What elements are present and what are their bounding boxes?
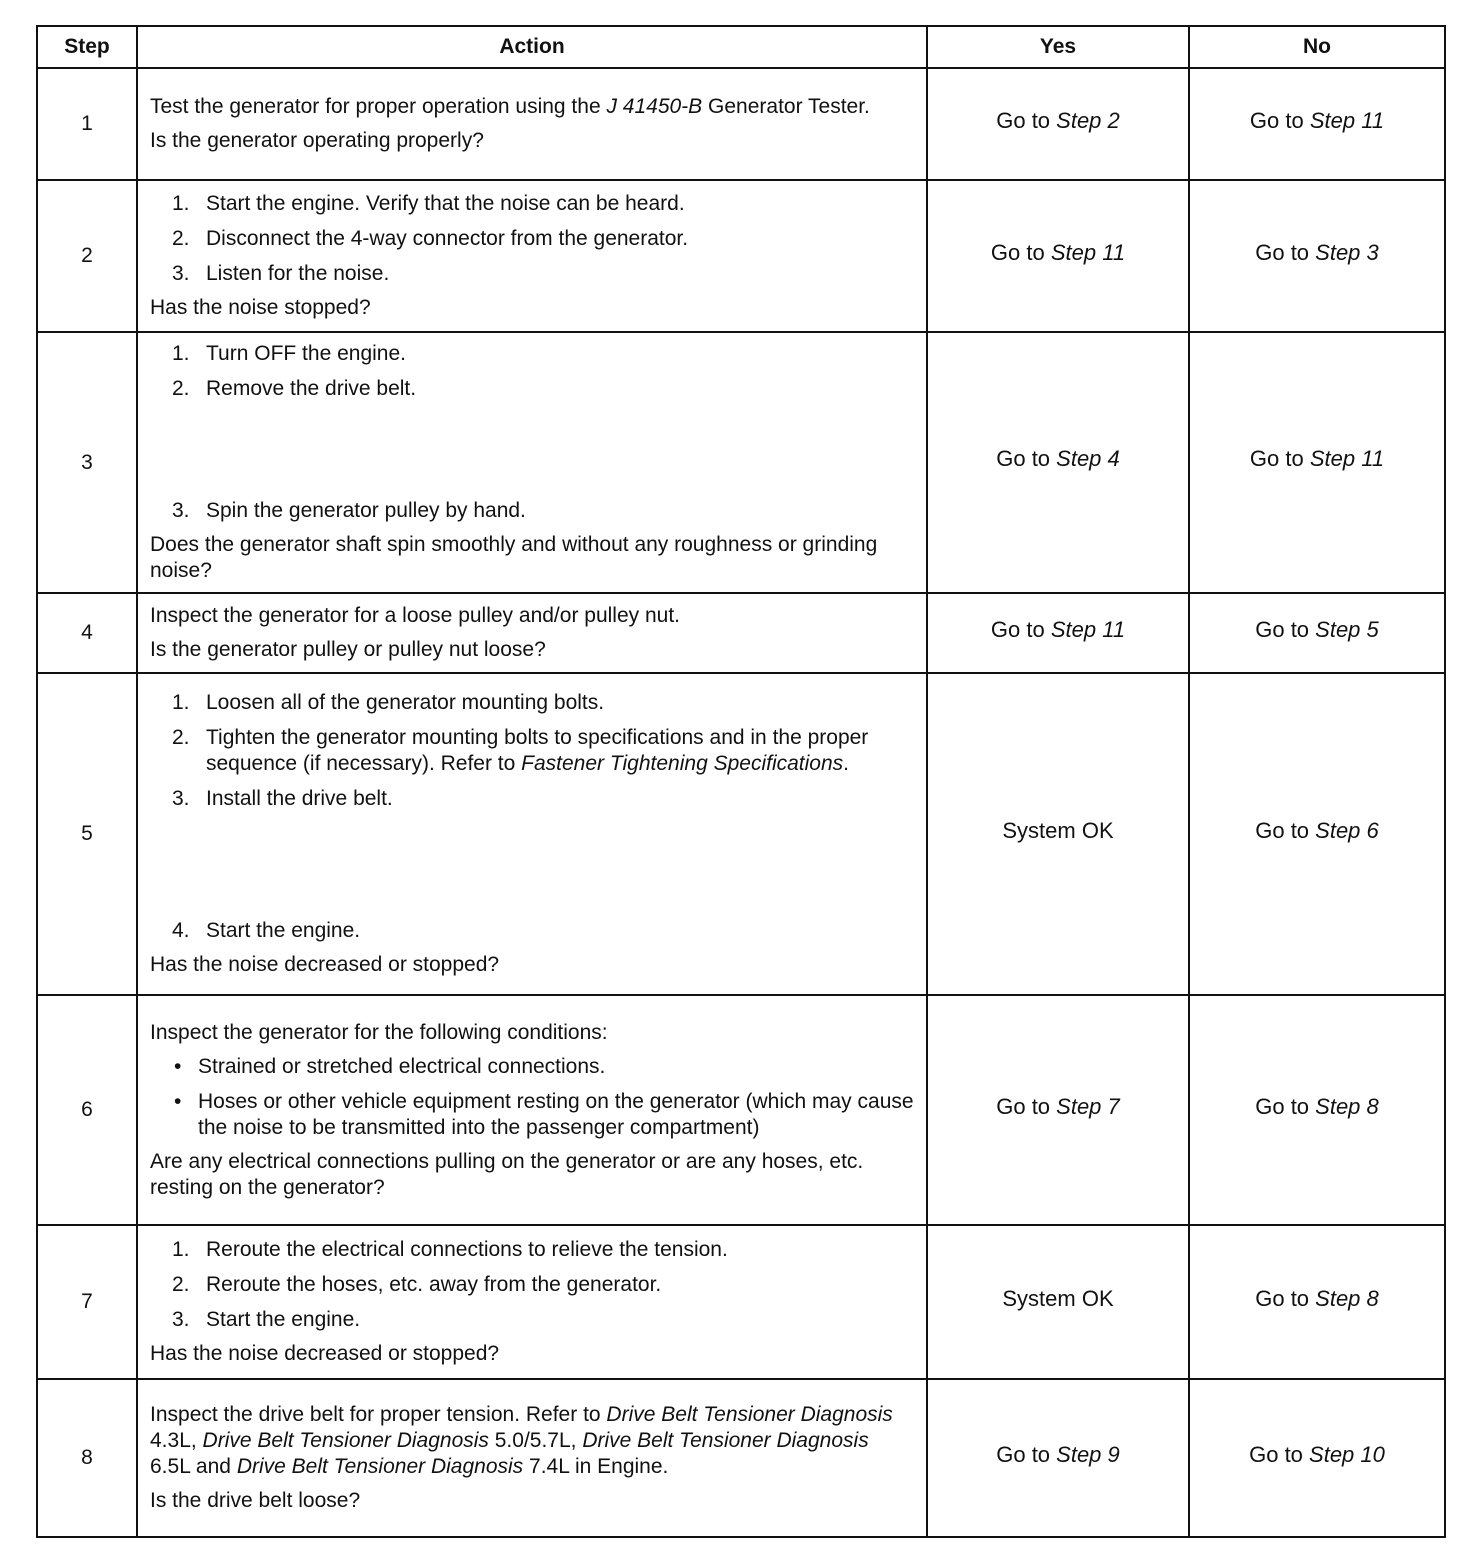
action-question: Has the noise decreased or stopped? bbox=[150, 953, 500, 976]
yes-cell: System OK bbox=[927, 673, 1189, 995]
table-row bbox=[37, 593, 1445, 673]
table-row bbox=[37, 1379, 1445, 1537]
no-cell: Go to Step 8 bbox=[1189, 1225, 1445, 1379]
yes-cell: Go to Step 7 bbox=[927, 995, 1189, 1225]
step-link[interactable]: Step 4 bbox=[1056, 446, 1120, 471]
action-cell bbox=[137, 593, 927, 673]
step-number: 8 bbox=[37, 1379, 137, 1537]
no-cell: Go to Step 10 bbox=[1189, 1379, 1445, 1537]
action-intro: Inspect the generator for a loose pulley and/or pulley nut. bbox=[150, 604, 681, 627]
numbered-list bbox=[150, 341, 914, 524]
list-item: 2. Reroute the hoses, etc. away from the generator. bbox=[172, 1273, 662, 1296]
action-question: Has the noise decreased or stopped? bbox=[150, 1342, 500, 1365]
header-yes: Yes bbox=[927, 26, 1189, 68]
tool-reference: J 41450-B bbox=[606, 95, 703, 118]
step-number: 7 bbox=[37, 1225, 137, 1379]
action-intro: Test the generator for proper operation using the J 41450-B Generator Tester. bbox=[150, 95, 870, 118]
numbered-list bbox=[150, 1237, 914, 1333]
table-row bbox=[37, 673, 1445, 995]
action-question: Is the generator operating properly? bbox=[150, 129, 484, 152]
list-item: 3. Spin the generator pulley by hand. bbox=[172, 499, 526, 522]
no-cell: Go to Step 8 bbox=[1189, 995, 1445, 1225]
diagnosis-reference[interactable]: Drive Belt Tensioner Diagnosis bbox=[202, 1429, 489, 1452]
no-cell: Go to Step 11 bbox=[1189, 68, 1445, 180]
table-row bbox=[37, 995, 1445, 1225]
list-item: 3. Listen for the noise. bbox=[172, 262, 390, 285]
step-number: 4 bbox=[37, 593, 137, 673]
step-number: 6 bbox=[37, 995, 137, 1225]
step-link[interactable]: Step 5 bbox=[1315, 616, 1379, 642]
list-item: 3. Install the drive belt. bbox=[172, 787, 393, 810]
step-link[interactable]: Step 11 bbox=[1309, 446, 1385, 471]
step-number: 5 bbox=[37, 673, 137, 995]
step-link[interactable]: Step 11 bbox=[1050, 239, 1126, 265]
header-step: Step bbox=[37, 26, 137, 68]
list-item: 2. Remove the drive belt. bbox=[172, 377, 417, 400]
list-item: 2. Tighten the generator mounting bolts to specifications and in the proper sequence (if necessary). Refer to Fastener Tightening Specifications. bbox=[172, 726, 869, 775]
diagnostic-table bbox=[36, 25, 1446, 1538]
action-cell bbox=[137, 180, 927, 332]
action-cell bbox=[137, 1379, 927, 1537]
yes-cell: Go to Step 11 bbox=[927, 180, 1189, 332]
diagnosis-reference[interactable]: Drive Belt Tensioner Diagnosis bbox=[606, 1403, 893, 1426]
step-link[interactable]: Step 10 bbox=[1309, 1441, 1385, 1467]
step-link[interactable]: Step 7 bbox=[1056, 1093, 1120, 1119]
yes-cell: Go to Step 2 bbox=[927, 68, 1189, 180]
action-cell bbox=[137, 673, 927, 995]
list-item: • Hoses or other vehicle equipment resting on the generator (which may cause the noise to be transmitted into the passenger compartment) bbox=[174, 1089, 914, 1139]
yes-cell: Go to Step 11 bbox=[927, 593, 1189, 673]
step-link[interactable]: Step 11 bbox=[1309, 107, 1385, 133]
no-cell: Go to Step 6 bbox=[1189, 673, 1445, 995]
step-number: 2 bbox=[37, 180, 137, 332]
numbered-list bbox=[150, 191, 914, 287]
no-cell: Go to Step 3 bbox=[1189, 180, 1445, 332]
step-number: 3 bbox=[37, 332, 137, 593]
header-action: Action bbox=[137, 26, 927, 68]
table-row bbox=[37, 68, 1445, 180]
action-question: Are any electrical connections pulling on the generator or are any hoses, etc. resting on the generator? bbox=[150, 1149, 864, 1199]
action-cell bbox=[137, 332, 927, 593]
no-cell: Go to Step 5 bbox=[1189, 593, 1445, 673]
diagnosis-reference[interactable]: Drive Belt Tensioner Diagnosis bbox=[236, 1455, 524, 1478]
header-row bbox=[37, 26, 1445, 68]
step-link[interactable]: Step 3 bbox=[1315, 239, 1379, 265]
list-item: 1. Turn OFF the engine. bbox=[172, 342, 406, 365]
step-link[interactable]: Step 8 bbox=[1315, 1285, 1379, 1311]
bullet-list bbox=[150, 1054, 914, 1141]
step-link[interactable]: Step 11 bbox=[1050, 616, 1126, 642]
list-item: • Strained or stretched electrical connections. bbox=[174, 1054, 606, 1078]
action-question: Is the drive belt loose? bbox=[150, 1489, 361, 1512]
spec-reference[interactable]: Fastener Tightening Specifications bbox=[521, 752, 844, 775]
table-row bbox=[37, 180, 1445, 332]
list-item: 3. Start the engine. bbox=[172, 1308, 361, 1331]
list-item: 1. Reroute the electrical connections to relieve the tension. bbox=[172, 1238, 728, 1261]
no-cell: Go to Step 11 bbox=[1189, 332, 1445, 593]
list-item: 1. Start the engine. Verify that the noise can be heard. bbox=[172, 192, 685, 215]
header-no: No bbox=[1189, 26, 1445, 68]
action-intro: Inspect the generator for the following conditions: bbox=[150, 1020, 608, 1044]
action-question: Does the generator shaft spin smoothly and without any roughness or grinding noise? bbox=[150, 533, 878, 582]
action-cell bbox=[137, 995, 927, 1225]
diagnosis-reference[interactable]: Drive Belt Tensioner Diagnosis bbox=[582, 1429, 869, 1452]
numbered-list bbox=[150, 690, 914, 944]
list-item: 2. Disconnect the 4-way connector from the generator. bbox=[172, 227, 689, 250]
list-item: 4. Start the engine. bbox=[172, 919, 361, 942]
table-row bbox=[37, 332, 1445, 593]
yes-cell: Go to Step 4 bbox=[927, 332, 1189, 593]
yes-cell: Go to Step 9 bbox=[927, 1379, 1189, 1537]
step-link[interactable]: Step 2 bbox=[1056, 107, 1120, 133]
action-cell bbox=[137, 1225, 927, 1379]
step-link[interactable]: Step 9 bbox=[1056, 1441, 1120, 1467]
list-item: 1. Loosen all of the generator mounting bolts. bbox=[172, 691, 605, 714]
step-number: 1 bbox=[37, 68, 137, 180]
step-link[interactable]: Step 6 bbox=[1315, 817, 1379, 843]
step-link[interactable]: Step 8 bbox=[1315, 1093, 1379, 1119]
table-row bbox=[37, 1225, 1445, 1379]
action-cell bbox=[137, 68, 927, 180]
yes-cell: System OK bbox=[927, 1225, 1189, 1379]
action-intro: Inspect the drive belt for proper tension. Refer to Drive Belt Tensioner Diagnosis 4.3L, Drive Belt Tensioner Diagnosis 5.0/5.7L, Drive Belt Tensioner Diagnosis 6.5L and Drive Belt Tensioner Diagnosis 7.4L in Engine. bbox=[150, 1403, 893, 1478]
action-question: Has the noise stopped? bbox=[150, 296, 371, 319]
action-question: Is the generator pulley or pulley nut loose? bbox=[150, 638, 546, 661]
